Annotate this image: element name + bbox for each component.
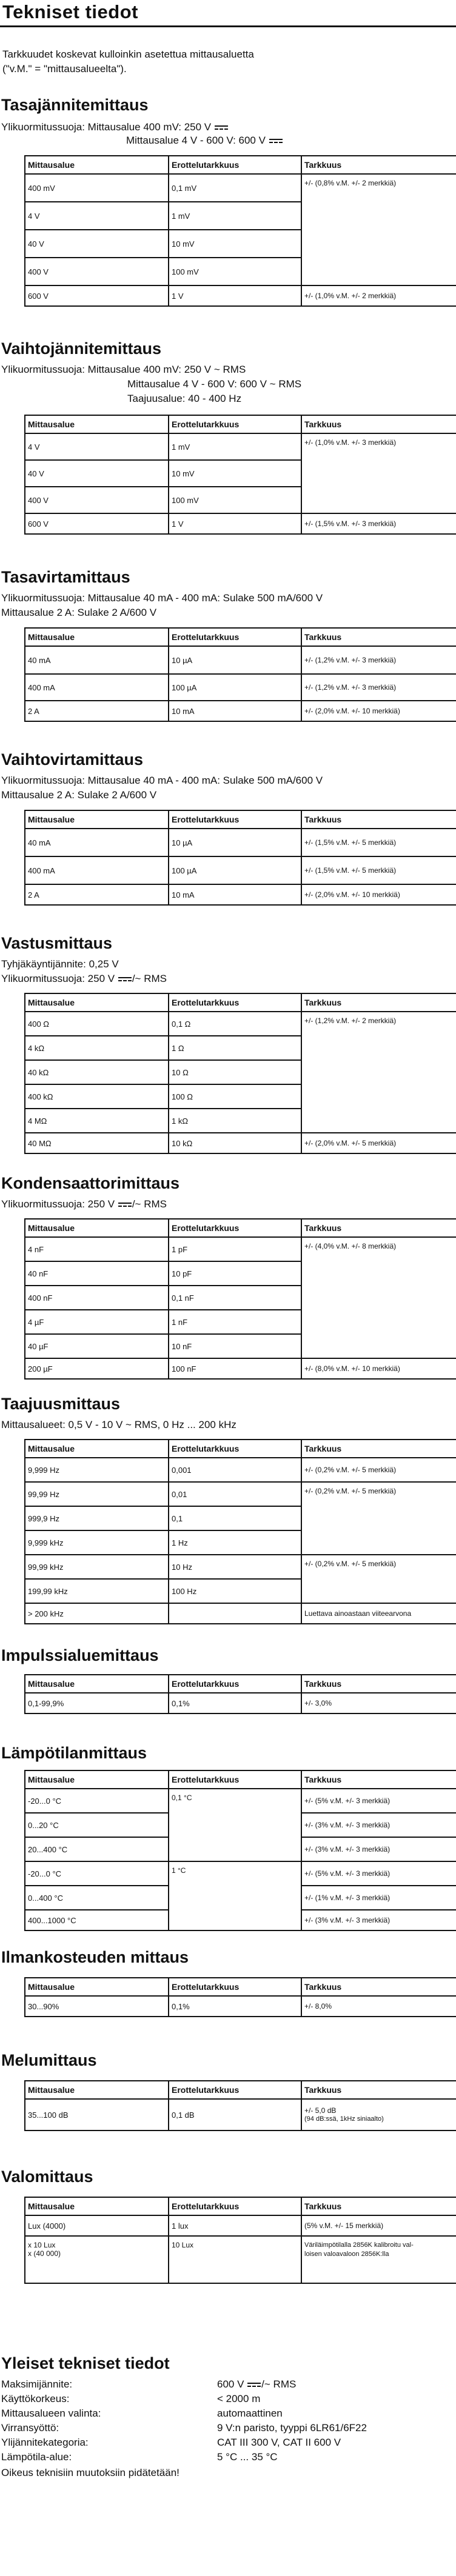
intro-line-1: Tarkkuudet koskevat kulloinkin asetettua mittausaluetta	[2, 48, 254, 60]
table-row: 9,999 Hz 0,001 +/- (0,2% v.M. +/- 5 merkkiä)	[25, 1458, 456, 1482]
table-row: 400 mA 100 µA +/- (1,2% v.M. +/- 3 merkkiä)	[25, 674, 456, 701]
dca-note-1: Ylikuormitussuoja: Mittausalue 40 mA - 400 mA: Sulake 500 mA/600 V	[1, 592, 323, 604]
dcv-note-2: Mittausalue 4 V - 600 V: 600 V	[126, 135, 283, 147]
table-row: -20...0 °C 1 °C +/- (5% v.M. +/- 3 merkkiä)	[25, 1861, 456, 1886]
section-title-light: Valomittaus	[1, 2167, 93, 2186]
pulse-table: Mittausalue Erottelutarkkuus Tarkkuus 0,1-99,9% 0,1% +/- 3,0%	[24, 1674, 456, 1714]
acv-note-3: Taajuusalue: 40 - 400 Hz	[127, 393, 242, 404]
footer-note: Oikeus teknisiin muutoksiin pidätetään!	[1, 2467, 179, 2478]
general-label: Ylijännitekategoria:	[1, 2437, 89, 2448]
table-row: 600 V 1 V +/- (1,5% v.M. +/- 3 merkkiä)	[25, 513, 456, 534]
table-row: 4 MΩ 1 kΩ	[25, 1109, 456, 1133]
table-row: 0...20 °C +/- (3% v.M. +/- 3 merkkiä)	[25, 1813, 456, 1837]
table-row: 400 Ω 0,1 Ω +/- (1,2% v.M. +/- 2 merkkiä)	[25, 1012, 456, 1036]
section-title-hum: Ilmankosteuden mittaus	[1, 1948, 189, 1966]
dc-symbol-icon	[269, 138, 283, 144]
table-row: 400 nF 0,1 nF	[25, 1286, 456, 1310]
section-title-pulse: Impulssialuemittaus	[1, 1646, 159, 1664]
col-header-accuracy: Tarkkuus	[301, 156, 456, 174]
table-row: 99,99 Hz 0,01 +/- (0,2% v.M. +/- 5 merkkiä)	[25, 1482, 456, 1506]
table-row: 400 mA 100 µA +/- (1,5% v.M. +/- 5 merkkiä)	[25, 856, 456, 884]
cap-note-1: Ylikuormitussuoja: 250 V /~ RMS	[1, 1198, 167, 1210]
res-table: Mittausalue Erottelutarkkuus Tarkkuus 400 Ω 0,1 Ω +/- (1,2% v.M. +/- 2 merkkiä) 4 kΩ 1 Ω 40 kΩ 10 Ω 400 kΩ 100 Ω 4 MΩ 1 kΩ 40 MΩ 10 kΩ +/- (2,0% v.M. +/- 5 merkkiä)	[24, 993, 456, 1154]
freq-note-1: Mittausalueet: 0,5 V - 10 V ~ RMS, 0 Hz ... 200 kHz	[1, 1419, 236, 1430]
section-title-freq: Taajuusmittaus	[1, 1395, 121, 1413]
table-row: 2 A 10 mA +/- (2,0% v.M. +/- 10 merkkiä)	[25, 884, 456, 905]
table-row: 200 µF 100 nF +/- (8,0% v.M. +/- 10 merkkiä)	[25, 1358, 456, 1379]
table-row: 199,99 kHz 100 Hz	[25, 1579, 456, 1603]
section-title-temp: Lämpötilanmittaus	[1, 1744, 147, 1762]
section-title-dca: Tasavirtamittaus	[1, 568, 130, 586]
dcv-table	[24, 155, 456, 307]
table-row: x 10 Lux x (40 000) 10 Lux Väriläimpötilalla 2856K kalibroitu val- loisen valoavaloon 2856K:lla	[25, 2236, 456, 2283]
general-label: Käyttökorkeus:	[1, 2393, 70, 2404]
table-row: 0...400 °C +/- (1% v.M. +/- 3 merkkiä)	[25, 1886, 456, 1910]
dcv-note-1: Ylikuormitussuoja: Mittausalue 400 mV: 250 V	[1, 121, 229, 133]
col-header-range: Mittausalue	[25, 156, 169, 174]
intro-line-2: ("v.M." = "mittausalueelta").	[2, 63, 127, 75]
dc-symbol-icon	[118, 1202, 132, 1207]
title-rule	[0, 25, 456, 27]
table-row: 20...400 °C +/- (3% v.M. +/- 3 merkkiä)	[25, 1837, 456, 1861]
table-row: 400 kΩ 100 Ω	[25, 1084, 456, 1109]
acv-note-1: Ylikuormitussuoja: Mittausalue 400 mV: 250 V ~ RMS	[1, 364, 246, 375]
res-note-2: Ylikuormitussuoja: 250 V /~ RMS	[1, 973, 167, 984]
general-value: 9 V:n paristo, tyyppi 6LR61/6F22	[217, 2422, 367, 2434]
general-label: Virransyöttö:	[1, 2422, 59, 2434]
general-value: 5 °C ... 35 °C	[217, 2451, 278, 2463]
general-label: Maksimijännite:	[1, 2378, 73, 2390]
table-row: 40 nF 10 pF	[25, 1261, 456, 1286]
dc-symbol-icon	[215, 125, 228, 130]
general-label: Lämpötila-alue:	[1, 2451, 72, 2463]
section-title-noise: Melumittaus	[1, 2051, 97, 2069]
acv-table: Mittausalue Erottelutarkkuus Tarkkuus 4 V 1 mV +/- (1,0% v.M. +/- 3 merkkiä) 40 V 10 mV 400 V 100 mV 600 V 1 V +/- (1,5% v.M. +/- 3 merkkiä)	[24, 415, 456, 535]
page-title: Tekniset tiedot	[2, 1, 138, 22]
table-row: 40 MΩ 10 kΩ +/- (2,0% v.M. +/- 5 merkkiä)	[25, 1133, 456, 1153]
general-value: CAT III 300 V, CAT II 600 V	[217, 2437, 341, 2448]
section-title-res: Vastusmittaus	[1, 934, 113, 952]
table-row: 4 V 1 mV +/- (1,0% v.M. +/- 3 merkkiä)	[25, 433, 456, 460]
table-row: 40 mA 10 µA +/- (1,2% v.M. +/- 3 merkkiä)	[25, 646, 456, 674]
table-row: 30...90% 0,1% +/- 8,0%	[25, 1996, 456, 2017]
section-title-general: Yleiset tekniset tiedot	[1, 2354, 170, 2372]
general-value: automaattinen	[217, 2407, 283, 2419]
table-row: 0,1-99,9% 0,1% +/- 3,0%	[25, 1693, 456, 1713]
table-row: 4 V 1 mV	[25, 202, 456, 230]
dca-table: Mittausalue Erottelutarkkuus Tarkkuus 40 mA 10 µA +/- (1,2% v.M. +/- 3 merkkiä) 400 mA 100 µA +/- (1,2% v.M. +/- 3 merkkiä) 2 A 10 mA +/- (2,0% v.M. +/- 10 merkkiä)	[24, 627, 456, 722]
table-row: > 200 kHz Luettava ainoastaan viiteearvona	[25, 1603, 456, 1624]
light-table: Mittausalue Erottelutarkkuus Tarkkuus Lux (4000) 1 lux (5% v.M. +/- 15 merkkiä) x 10 Lux x (40 000) 10 Lux Väriläimpötilalla 2856K kalibroitu val- loisen valoavaloon 2856K:lla	[24, 2197, 456, 2284]
table-row: 400 mV 0,1 mV +/- (0,8% v.M. +/- 2 merkkiä)	[25, 174, 456, 202]
table-row: Lux (4000) 1 lux (5% v.M. +/- 15 merkkiä)	[25, 2215, 456, 2236]
general-value: < 2000 m	[217, 2393, 261, 2404]
aca-note-2: Mittausalue 2 A: Sulake 2 A/600 V	[1, 789, 157, 801]
table-row: 40 mA 10 µA +/- (1,5% v.M. +/- 5 merkkiä)	[25, 829, 456, 856]
col-header-resolution: Erottelutarkkuus	[169, 156, 301, 174]
table-row: 40 kΩ 10 Ω	[25, 1060, 456, 1084]
dc-symbol-icon	[247, 2382, 261, 2387]
table-row: 4 µF 1 nF	[25, 1310, 456, 1334]
hum-table: Mittausalue Erottelutarkkuus Tarkkuus 30...90% 0,1% +/- 8,0%	[24, 1977, 456, 2017]
noise-table: Mittausalue Erottelutarkkuus Tarkkuus 35...100 dB 0,1 dB +/- 5,0 dB (94 dB:ssä, 1kHz siniaalto)	[24, 2080, 456, 2131]
table-row: 999,9 Hz 0,1	[25, 1506, 456, 1530]
table-row: 4 kΩ 1 Ω	[25, 1036, 456, 1060]
general-label: Mittausalueen valinta:	[1, 2407, 101, 2419]
table-row: 40 V 10 mV	[25, 230, 456, 258]
table-row: -20...0 °C 0,1 °C +/- (5% v.M. +/- 3 merkkiä)	[25, 1789, 456, 1813]
section-title-acv: Vaihtojännitemittaus	[1, 339, 162, 358]
dc-symbol-icon	[118, 976, 132, 982]
cap-table: Mittausalue Erottelutarkkuus Tarkkuus 4 nF 1 pF +/- (4,0% v.M. +/- 8 merkkiä) 40 nF 10 pF 400 nF 0,1 nF 4 µF 1 nF 40 µF 10 nF 200 µF 100 nF +/- (8,0% v.M. +/- 10 merkkiä)	[24, 1218, 456, 1380]
freq-table: Mittausalue Erottelutarkkuus Tarkkuus 9,999 Hz 0,001 +/- (0,2% v.M. +/- 5 merkkiä) 99,99 Hz 0,01 +/- (0,2% v.M. +/- 5 merkkiä) 999,9 Hz 0,1 9,999 kHz 1 Hz 99,99 kHz 10 Hz +/- (0,2% v.M. +/- 5 merkkiä) 199,99 kHz 100 Hz > 200 kHz Luettava ainoastaan viiteearvona	[24, 1439, 456, 1624]
table-row: 4 nF 1 pF +/- (4,0% v.M. +/- 8 merkkiä)	[25, 1237, 456, 1261]
dca-note-2: Mittausalue 2 A: Sulake 2 A/600 V	[1, 607, 157, 618]
table-row: 40 µF 10 nF	[25, 1334, 456, 1358]
table-row: 400 V 100 mV	[25, 487, 456, 513]
table-row: 400 V 100 mV	[25, 258, 456, 285]
table-row: 9,999 kHz 1 Hz	[25, 1530, 456, 1555]
table-row: 400...1000 °C +/- (3% v.M. +/- 3 merkkiä)	[25, 1910, 456, 1930]
section-title-aca: Vaihtovirtamittaus	[1, 750, 144, 769]
aca-note-1: Ylikuormitussuoja: Mittausalue 40 mA - 400 mA: Sulake 500 mA/600 V	[1, 775, 323, 786]
temp-table: Mittausalue Erottelutarkkuus Tarkkuus -20...0 °C 0,1 °C +/- (5% v.M. +/- 3 merkkiä) 0...20 °C +/- (3% v.M. +/- 3 merkkiä) 20...400 °C +/- (3% v.M. +/- 3 merkkiä) -20...0 °C 1 °C +/- (5% v.M. +/- 3 merkkiä) 0...400 °C +/- (1% v.M. +/- 3 merkkiä) 400...1000 °C +/- (3% v.M. +/- 3 merkkiä)	[24, 1770, 456, 1931]
table-row: 2 A 10 mA +/- (2,0% v.M. +/- 10 merkkiä)	[25, 701, 456, 721]
aca-table: Mittausalue Erottelutarkkuus Tarkkuus 40 mA 10 µA +/- (1,5% v.M. +/- 5 merkkiä) 400 mA 100 µA +/- (1,5% v.M. +/- 5 merkkiä) 2 A 10 mA +/- (2,0% v.M. +/- 10 merkkiä)	[24, 810, 456, 906]
section-title-cap: Kondensaattorimittaus	[1, 1174, 180, 1192]
acv-note-2: Mittausalue 4 V - 600 V: 600 V ~ RMS	[127, 378, 302, 390]
table-row: 99,99 kHz 10 Hz +/- (0,2% v.M. +/- 5 merkkiä)	[25, 1555, 456, 1579]
res-note-1: Tyhjäkäyntijännite: 0,25 V	[1, 958, 119, 970]
section-title-dcv: Tasajännitemittaus	[1, 96, 149, 114]
general-value: 600 V /~ RMS	[217, 2378, 297, 2390]
table-row: 35...100 dB 0,1 dB +/- 5,0 dB (94 dB:ssä, 1kHz siniaalto)	[25, 2099, 456, 2131]
table-row: 600 V 1 V +/- (1,0% v.M. +/- 2 merkkiä)	[25, 285, 456, 306]
table-row: 40 V 10 mV	[25, 460, 456, 487]
